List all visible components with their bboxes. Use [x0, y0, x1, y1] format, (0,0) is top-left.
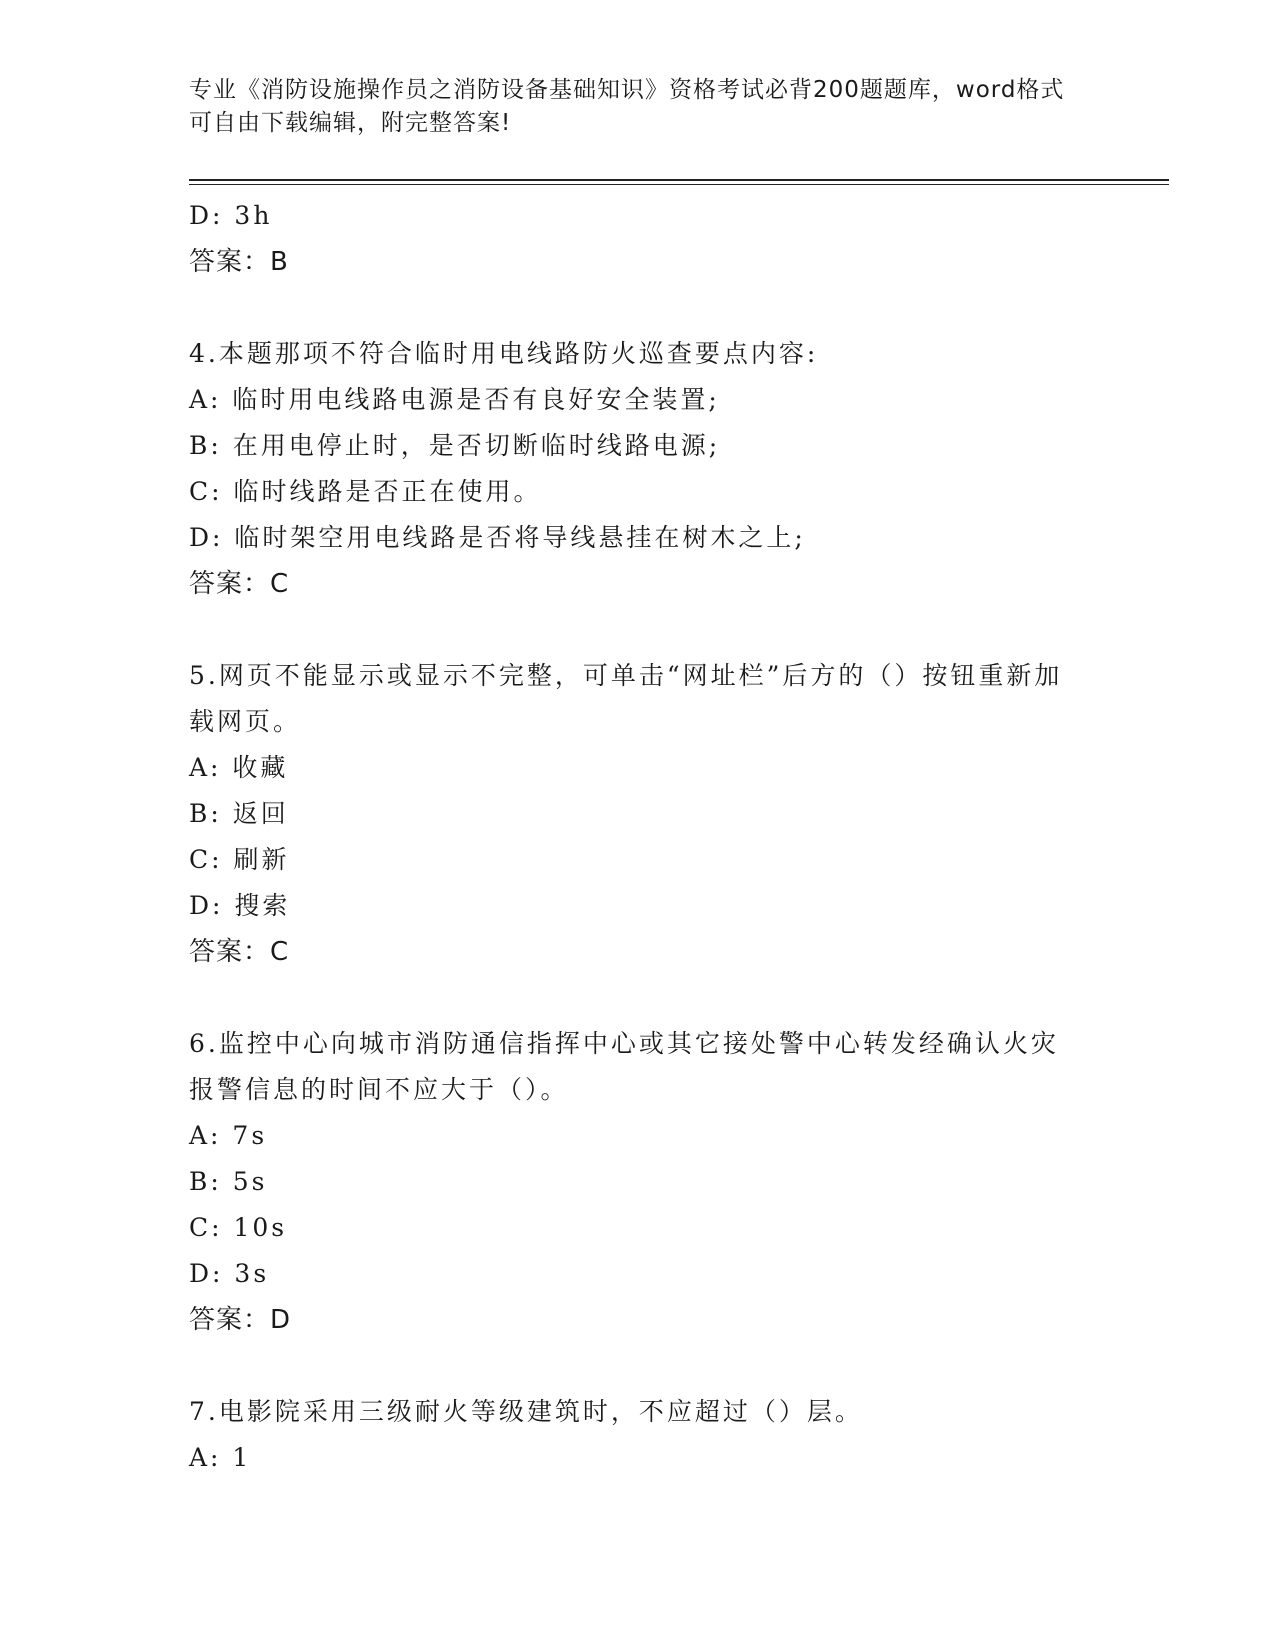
- question-block: [189, 1021, 1069, 1343]
- question-block: [189, 653, 1069, 975]
- option-b: B: 返回: [189, 799, 289, 828]
- option-c: C: 刷新: [189, 845, 290, 874]
- question-stem: 5.网页不能显示或显示不完整，可单击“网址栏”后方的（）按钮重新加载网页。: [189, 661, 1063, 736]
- question-stem: 6.监控中心向城市消防通信指挥中心或其它接处警中心转发经确认火灾报警信息的时间不应大于（）。: [189, 1029, 1059, 1104]
- option-d: D: 临时架空用电线路是否将导线悬挂在树木之上;: [189, 523, 806, 552]
- option-b: B: 5s: [189, 1167, 268, 1196]
- page-header: 专业《消防设施操作员之消防设备基础知识》资格考试必背200题题库，word格式可自由下载编辑，附完整答案!: [189, 77, 1065, 136]
- option-a: A: 1: [189, 1443, 252, 1472]
- header-rule-thin: [189, 184, 1169, 185]
- option-a: A: 收藏: [189, 753, 289, 782]
- option-d: D: 3h: [189, 201, 273, 230]
- answer-line: 答案：B: [189, 247, 289, 277]
- option-c: C: 临时线路是否正在使用。: [189, 477, 542, 506]
- option-a: A: 临时用电线路电源是否有良好安全装置;: [189, 385, 720, 414]
- option-d: D: 3s: [189, 1259, 270, 1288]
- question-block: [189, 331, 1069, 607]
- header-rule: [189, 179, 1169, 181]
- option-d: D: 搜索: [189, 891, 291, 920]
- option-b: B: 在用电停止时，是否切断临时线路电源;: [189, 431, 721, 460]
- question-stem: 7.电影院采用三级耐火等级建筑时，不应超过（）层。: [189, 1397, 863, 1426]
- answer-line: 答案：C: [189, 937, 290, 967]
- question-stem: 4.本题那项不符合临时用电线路防火巡查要点内容:: [189, 339, 819, 368]
- option-a: A: 7s: [189, 1121, 268, 1150]
- answer-line: 答案：D: [189, 1305, 292, 1335]
- option-c: C: 10s: [189, 1213, 288, 1242]
- answer-line: 答案：C: [189, 569, 290, 599]
- question-list: [189, 193, 1069, 1481]
- question-block: [189, 1389, 1069, 1481]
